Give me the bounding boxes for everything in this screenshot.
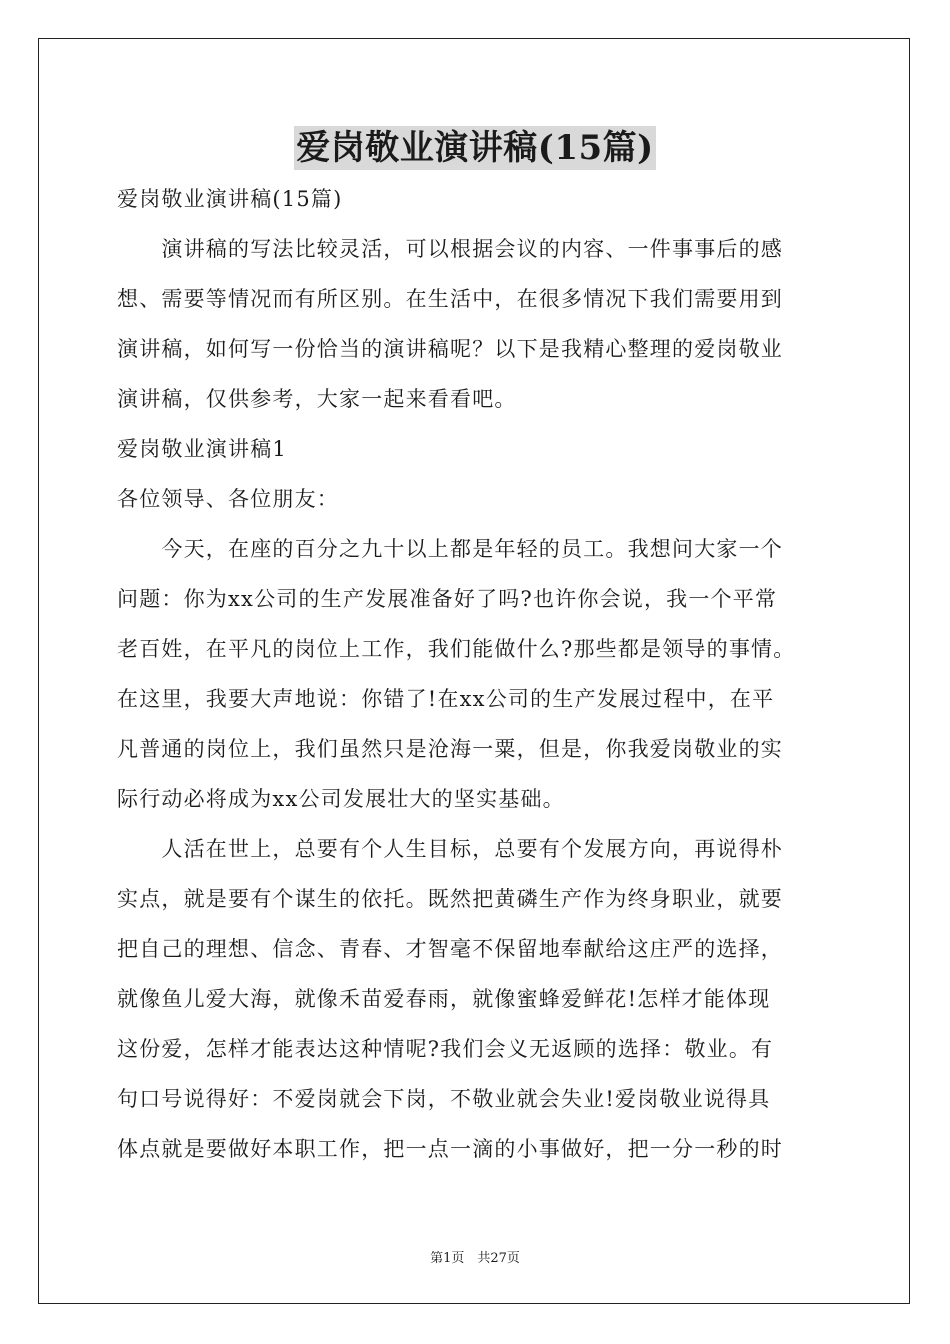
- body-line: 就像鱼儿爱大海，就像禾苗爱春雨，就像蜜蜂爱鲜花!怎样才能体现: [117, 987, 771, 1011]
- section-heading: 爱岗敬业演讲稿1: [117, 437, 287, 461]
- body-line: 这份爱，怎样才能表达这种情呢?我们会义无返顾的选择：敬业。有: [117, 1037, 774, 1061]
- body-line: 演讲稿，如何写一份恰当的演讲稿呢？以下是我精心整理的爱岗敬业: [117, 337, 783, 361]
- page-border: [38, 38, 910, 1304]
- salutation-line: 各位领导、各位朋友：: [117, 487, 339, 511]
- body-line: 凡普通的岗位上，我们虽然只是沧海一粟，但是，你我爱岗敬业的实: [117, 737, 783, 761]
- body-line: 演讲稿，仅供参考，大家一起来看看吧。: [117, 387, 517, 411]
- body-line: 问题：你为xx公司的生产发展准备好了吗?也许你会说，我一个平常: [117, 587, 778, 611]
- title-container: [0, 126, 950, 170]
- body-line: 把自己的理想、信念、青春、才智毫不保留地奉献给这庄严的选择，: [117, 937, 783, 961]
- body-line: 体点就是要做好本职工作，把一点一滴的小事做好，把一分一秒的时: [117, 1137, 783, 1161]
- document-title: 爱岗敬业演讲稿(15篇): [296, 128, 654, 168]
- body-line: 今天，在座的百分之九十以上都是年轻的员工。我想问大家一个: [117, 537, 783, 561]
- body-line: 想、需要等情况而有所区别。在生活中，在很多情况下我们需要用到: [117, 287, 783, 311]
- body-line: 实点，就是要有个谋生的依托。既然把黄磷生产作为终身职业，就要: [117, 887, 783, 911]
- subtitle-line: 爱岗敬业演讲稿(15篇): [117, 187, 343, 211]
- body-line: 际行动必将成为xx公司发展壮大的坚实基础。: [117, 787, 565, 811]
- page-footer: 第1页 共27页: [430, 1251, 520, 1266]
- body-line: 人活在世上，总要有个人生目标，总要有个发展方向，再说得朴: [117, 837, 783, 861]
- body-line: 老百姓，在平凡的岗位上工作，我们能做什么?那些都是领导的事情。: [117, 637, 796, 661]
- body-line: 句口号说得好：不爱岗就会下岗，不敬业就会失业!爱岗敬业说得具: [117, 1087, 771, 1111]
- body-line: 演讲稿的写法比较灵活，可以根据会议的内容、一件事事后的感: [117, 237, 783, 261]
- body-line: 在这里，我要大声地说：你错了!在xx公司的生产发展过程中，在平: [117, 687, 775, 711]
